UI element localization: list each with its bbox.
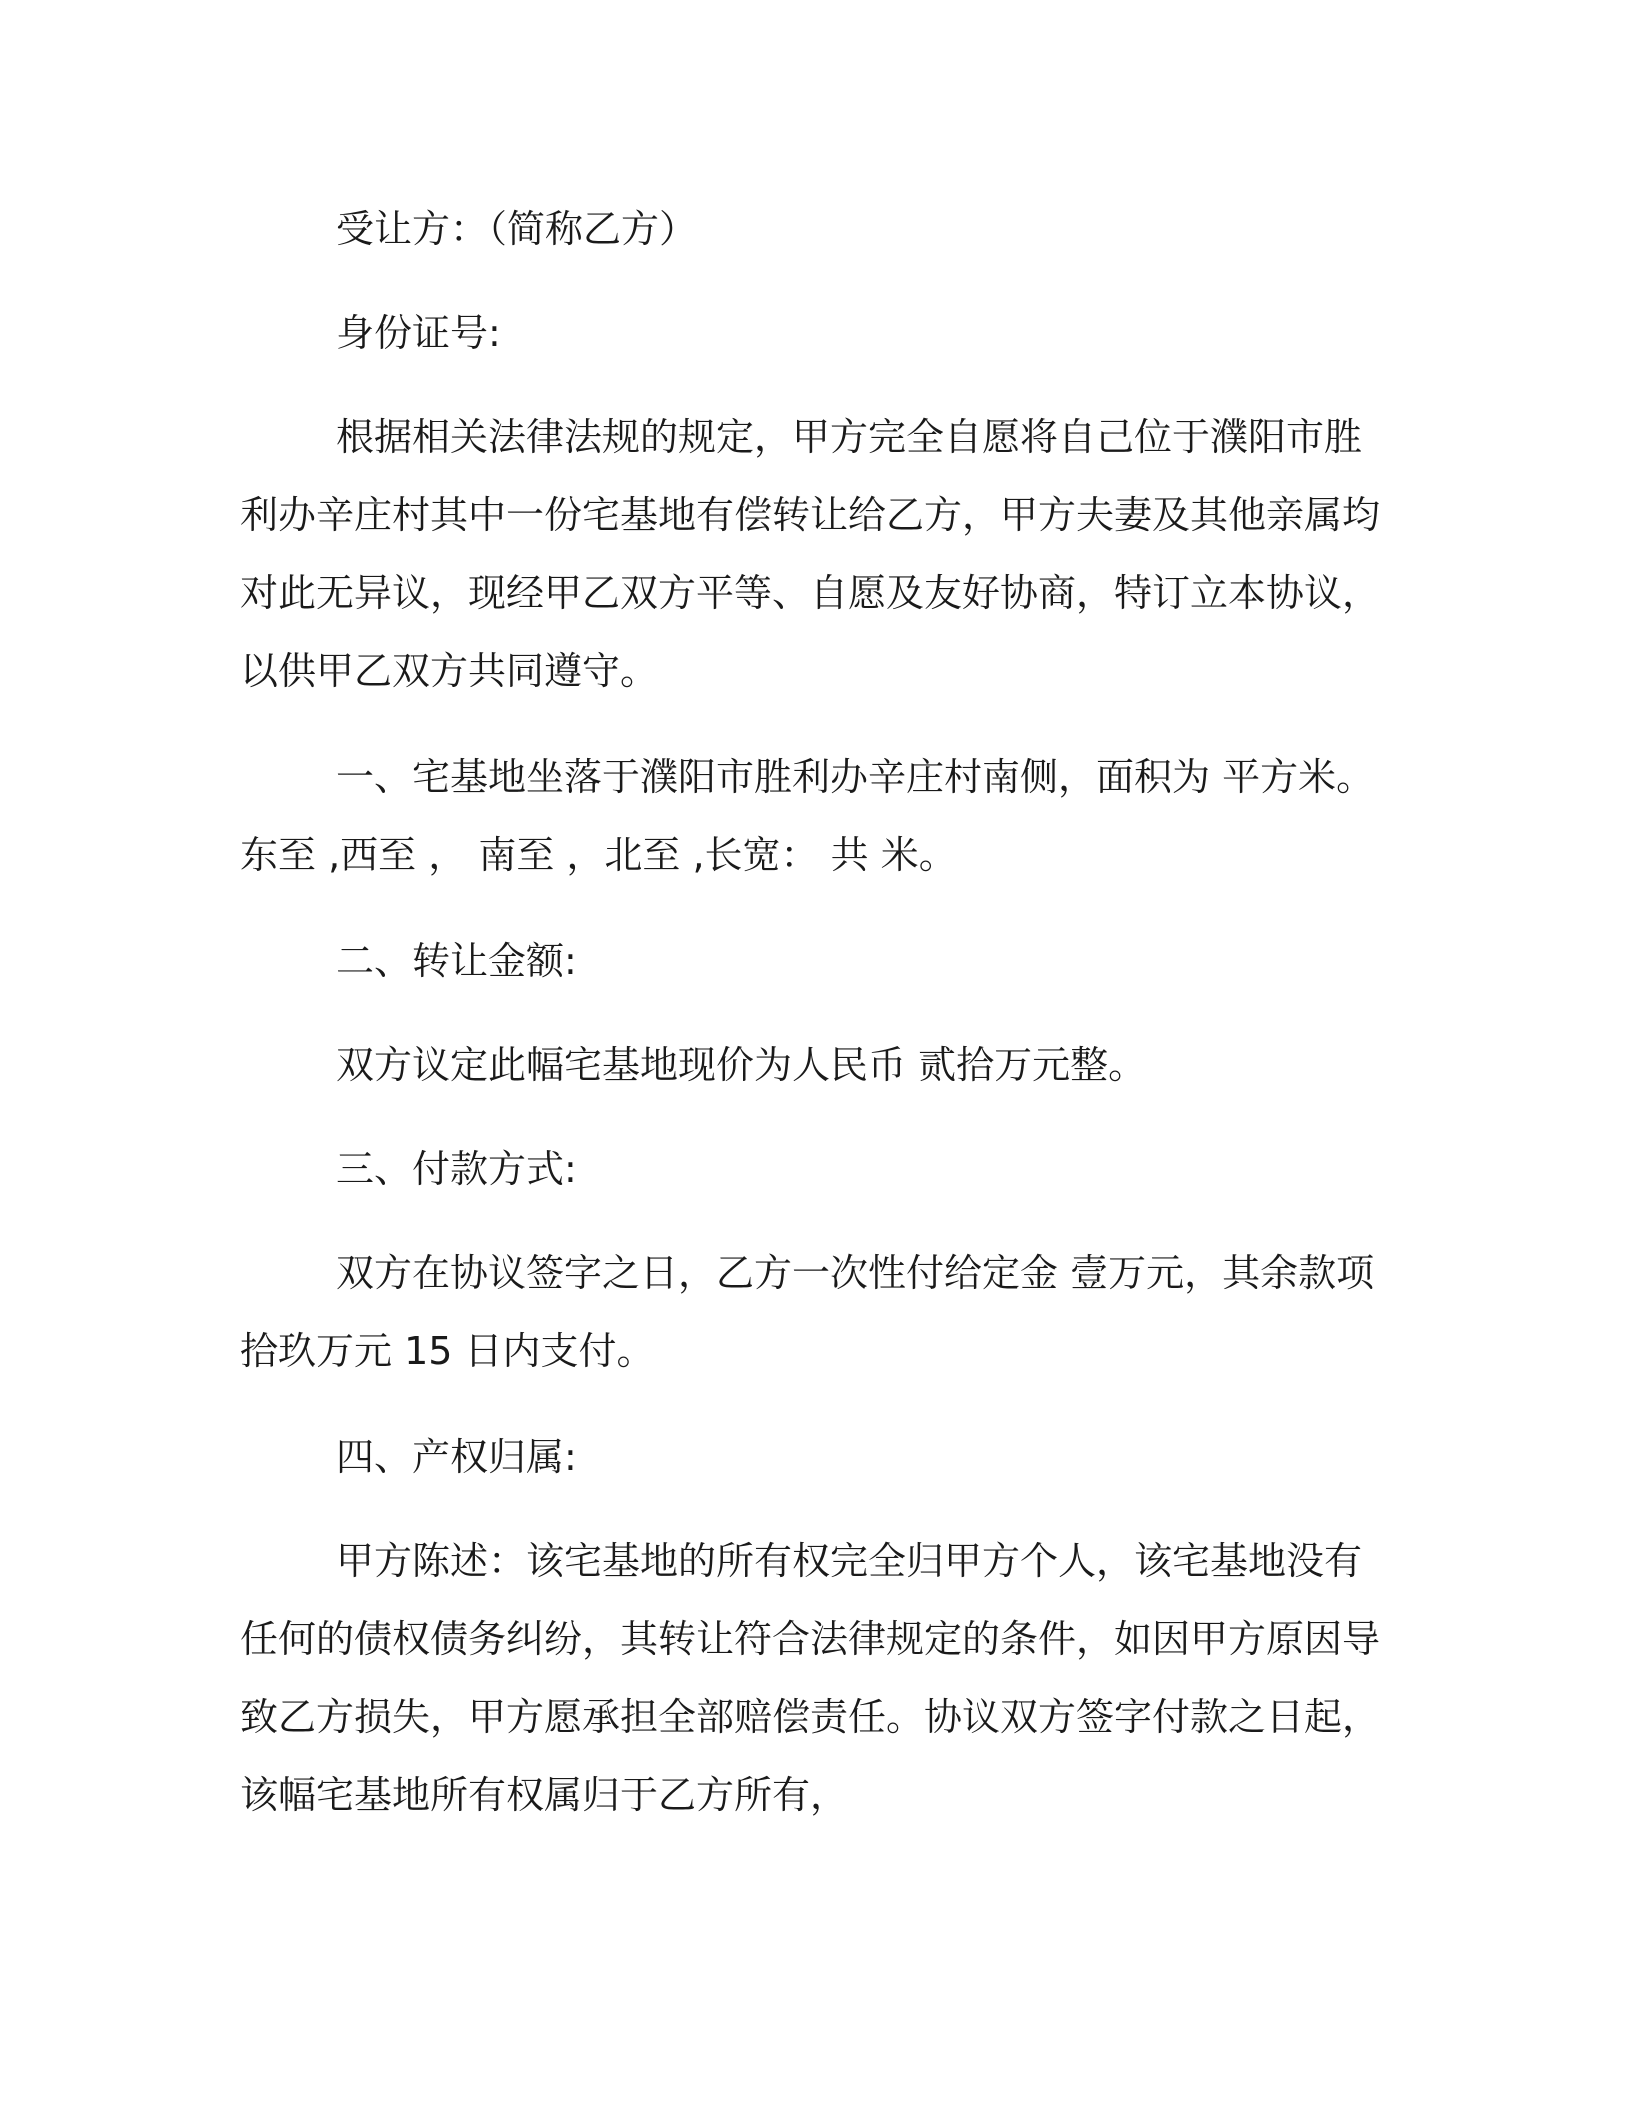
clause-2-amount: 双方议定此幅宅基地现价为人民币 贰拾万元整。 — [336, 1043, 1147, 1087]
clause-3-payment: 双方在协议签字之日，乙方一次性付给定金 壹万元，其余款项拾玖万元 15 日内支付。 — [240, 1251, 1375, 1373]
clause-2-heading: 二、转让金额: — [336, 939, 577, 983]
clause-4-heading: 四、产权归属: — [336, 1435, 577, 1479]
clause-3-heading: 三、付款方式: — [336, 1147, 577, 1191]
clause-4-ownership: 甲方陈述：该宅基地的所有权完全归甲方个人，该宅基地没有任何的债权债务纠纷，其转让符合法律规定的条件，如因甲方原因导致乙方损失，甲方愿承担全部赔偿责任。协议双方签字付款之日起，该幅宅基地所有权属归于乙方所有， — [240, 1539, 1381, 1817]
id-number-line: 身份证号: — [336, 311, 501, 355]
clause-1-location: 一、宅基地坐落于濮阳市胜利办辛庄村南侧，面积为 平方米。东至 ,西至 ， 南至 ，北至 ,长宽： 共 米。 — [240, 755, 1375, 877]
transferee-line: 受让方：（简称乙方） — [336, 207, 698, 251]
document-body — [240, 190, 1390, 1834]
preamble-paragraph: 根据相关法律法规的规定，甲方完全自愿将自己位于濮阳市胜利办辛庄村其中一份宅基地有偿转让给乙方，甲方夫妻及其他亲属均对此无异议，现经甲乙双方平等、自愿及友好协商，特订立本协议，以供甲乙双方共同遵守。 — [240, 415, 1381, 693]
